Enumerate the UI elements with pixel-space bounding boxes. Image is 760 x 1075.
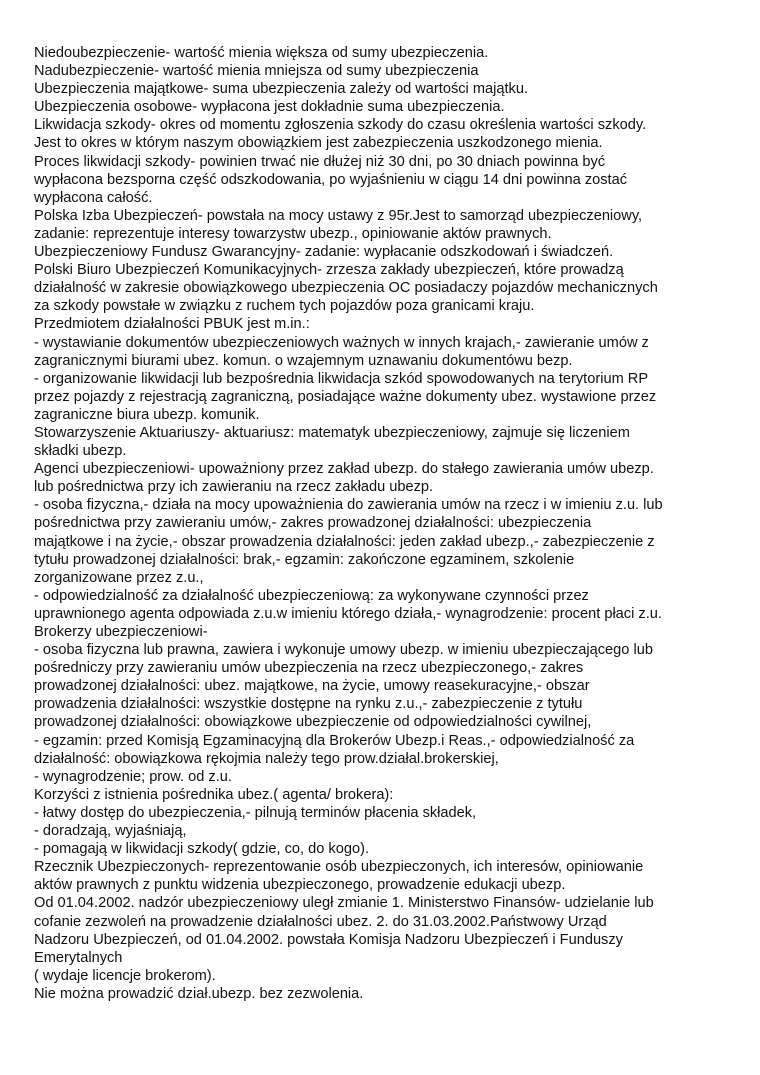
text-line: - pomagają w likwidacji szkody( gdzie, co, do kogo). [34,841,369,858]
text-line: za szkody powstałe w związku z ruchem tych pojazdów poza granicami kraju. [34,298,535,315]
text-line: Korzyści z istnienia pośrednika ubez.( agenta/ brokera): [34,786,394,803]
text-line: Proces likwidacji szkody- powinien trwać nie dłużej niż 30 dni, po 30 dniach powinna być [34,153,606,170]
text-line: zorganizowane przez z.u., [34,569,204,586]
text-line: Nadubezpieczenie- wartość mienia mniejsza od sumy ubezpieczenia [34,63,479,80]
text-line: Stowarzyszenie Aktuariuszy- aktuariusz: matematyk ubezpieczeniowy, zajmuje się liczeniem [34,424,630,441]
text-line: tytułu prowadzonej działalności: brak,- egzamin: zakończone egzaminem, szkolenie [34,551,575,568]
text-line: pośredniczy przy zawieraniu umów ubezpieczenia na rzecz ubezpieczonego,- zakres [34,660,584,677]
text-line: Brokerzy ubezpieczeniowi- [34,624,208,640]
text-line: aktów prawnych z punktu widzenia ubezpieczonego, prowadzenie edukacji ubezp. [34,877,566,894]
text-line: ( wydaje licencje brokerom). [34,967,216,984]
text-line: Przedmiotem działalności PBUK jest m.in.: [34,316,310,333]
text-line: prowadzenia działalności: wszystkie dostępne na rynku z.u.,- zabezpieczenie z tytułu [34,696,583,713]
text-line: składki ubezp. [34,443,127,460]
text-line: zagranicznymi biurami ubez. komun. o wzajemnym uznawaniu dokumentówu bezp. [34,352,573,369]
text-line: Nadzoru Ubezpieczeń, od 01.04.2002. powstała Komisja Nadzoru Ubezpieczeń i Funduszy [34,931,623,948]
text-line: - doradzają, wyjaśniają, [34,823,187,840]
text-line: przez pojazdy z rejestracją zagraniczną, posiadające ważne dokumenty ubez. wystawione przez [34,388,657,405]
text-line: zagraniczne biura ubezp. komunik. [34,406,260,423]
text-line: zadanie: reprezentuje interesy towarzystw ubezp., opiniowanie aktów prawnych. [34,225,552,242]
text-line: cofanie zezwoleń na prowadzenie działalności ubez. 2. do 31.03.2002.Państwowy Urząd [34,913,607,930]
text-line: działalność w zakresie obowiązkowego ubezpieczenia OC posiadaczy pojazdów mechanicznych [34,280,658,297]
document-page [34,44,734,1003]
text-line: Ubezpieczeniowy Fundusz Gwarancyjny- zadanie: wypłacanie odszkodowań i świadczeń. [34,244,614,261]
text-line: - odpowiedzialność za działalność ubezpieczeniową: za wykonywane czynności przez [34,587,589,604]
text-line: uprawnionego agenta odpowiada z.u.w imieniu którego działa,- wynagrodzenie: procent płaci z.u. [34,605,662,622]
text-line: - osoba fizyczna lub prawna, zawiera i wykonuje umowy ubezp. w imieniu ubezpieczającego lub [34,642,653,659]
text-line: Ubezpieczenia osobowe- wypłacona jest dokładnie suma ubezpieczenia. [34,99,505,116]
text-line: - egzamin: przed Komisją Egzaminacyjną dla Brokerów Ubezp.i Reas.,- odpowiedzialność za [34,732,635,749]
text-line: działalność: obowiązkowa rękojmia należy tego prow.działal.brokerskiej, [34,750,499,767]
text-line: pośrednictwa przy zawieraniu umów,- zakres prowadzonej działalności: ubezpieczenia [34,515,592,532]
text-line: Emerytalnych [34,949,123,966]
text-line: lub pośrednictwa przy ich zawieraniu na rzecz zakładu ubezp. [34,479,434,496]
text-line: - wystawianie dokumentów ubezpieczeniowych ważnych w innych krajach,- zawieranie umów z [34,334,649,351]
text-line: Polski Biuro Ubezpieczeń Komunikacyjnych- zrzesza zakłady ubezpieczeń, które prowadzą [34,262,624,279]
text-line: - osoba fizyczna,- działa na mocy upoważnienia do zawierania umów na rzecz i w imieniu z.u. lub [34,497,663,514]
text-line: prowadzonej działalności: obowiązkowe ubezpieczenie od odpowiedzialności cywilnej, [34,714,592,731]
text-line: Ubezpieczenia majątkowe- suma ubezpieczenia zależy od wartości majątku. [34,81,528,98]
text-line: prowadzonej działalności: ubez. majątkowe, na życie, umowy reasekuracyjne,- obszar [34,678,590,695]
text-line: Jest to okres w którym naszym obowiązkiem jest zabezpieczenia uszkodzonego mienia. [34,135,603,152]
text-line: - łatwy dostęp do ubezpieczenia,- pilnują terminów płacenia składek, [34,804,477,821]
text-line: wypłacona całość. [34,189,153,206]
text-line: wypłacona bezsporna część odszkodowania, po wyjaśnieniu w ciągu 14 dni powinna zostać [34,171,628,188]
text-line: Niedoubezpieczenie- wartość mienia większa od sumy ubezpieczenia. [34,45,489,61]
text-line: - organizowanie likwidacji lub bezpośrednia likwidacja szkód spowodowanych na terytorium RP [34,370,649,387]
text-line: Rzecznik Ubezpieczonych- reprezentowanie osób ubezpieczonych, ich interesów, opiniowanie [34,859,644,876]
text-line: - wynagrodzenie; prow. od z.u. [34,768,232,785]
text-line: majątkowe i na życie,- obszar prowadzenia działalności: jeden zakład ubezp.,- zabezpieczenie z [34,533,655,550]
text-line: Agenci ubezpieczeniowi- upoważniony przez zakład ubezp. do stałego zawierania umów ubezp. [34,461,654,478]
text-line: Likwidacja szkody- okres od momentu zgłoszenia szkody do czasu określenia wartości szkody. [34,117,647,134]
text-line: Polska Izba Ubezpieczeń- powstała na mocy ustawy z 95r.Jest to samorząd ubezpieczeniowy, [34,207,643,224]
text-line: Nie można prowadzić dział.ubezp. bez zezwolenia. [34,985,364,1002]
text-line: Od 01.04.2002. nadzór ubezpieczeniowy uległ zmianie 1. Ministerstwo Finansów- udzielanie lub [34,895,654,912]
